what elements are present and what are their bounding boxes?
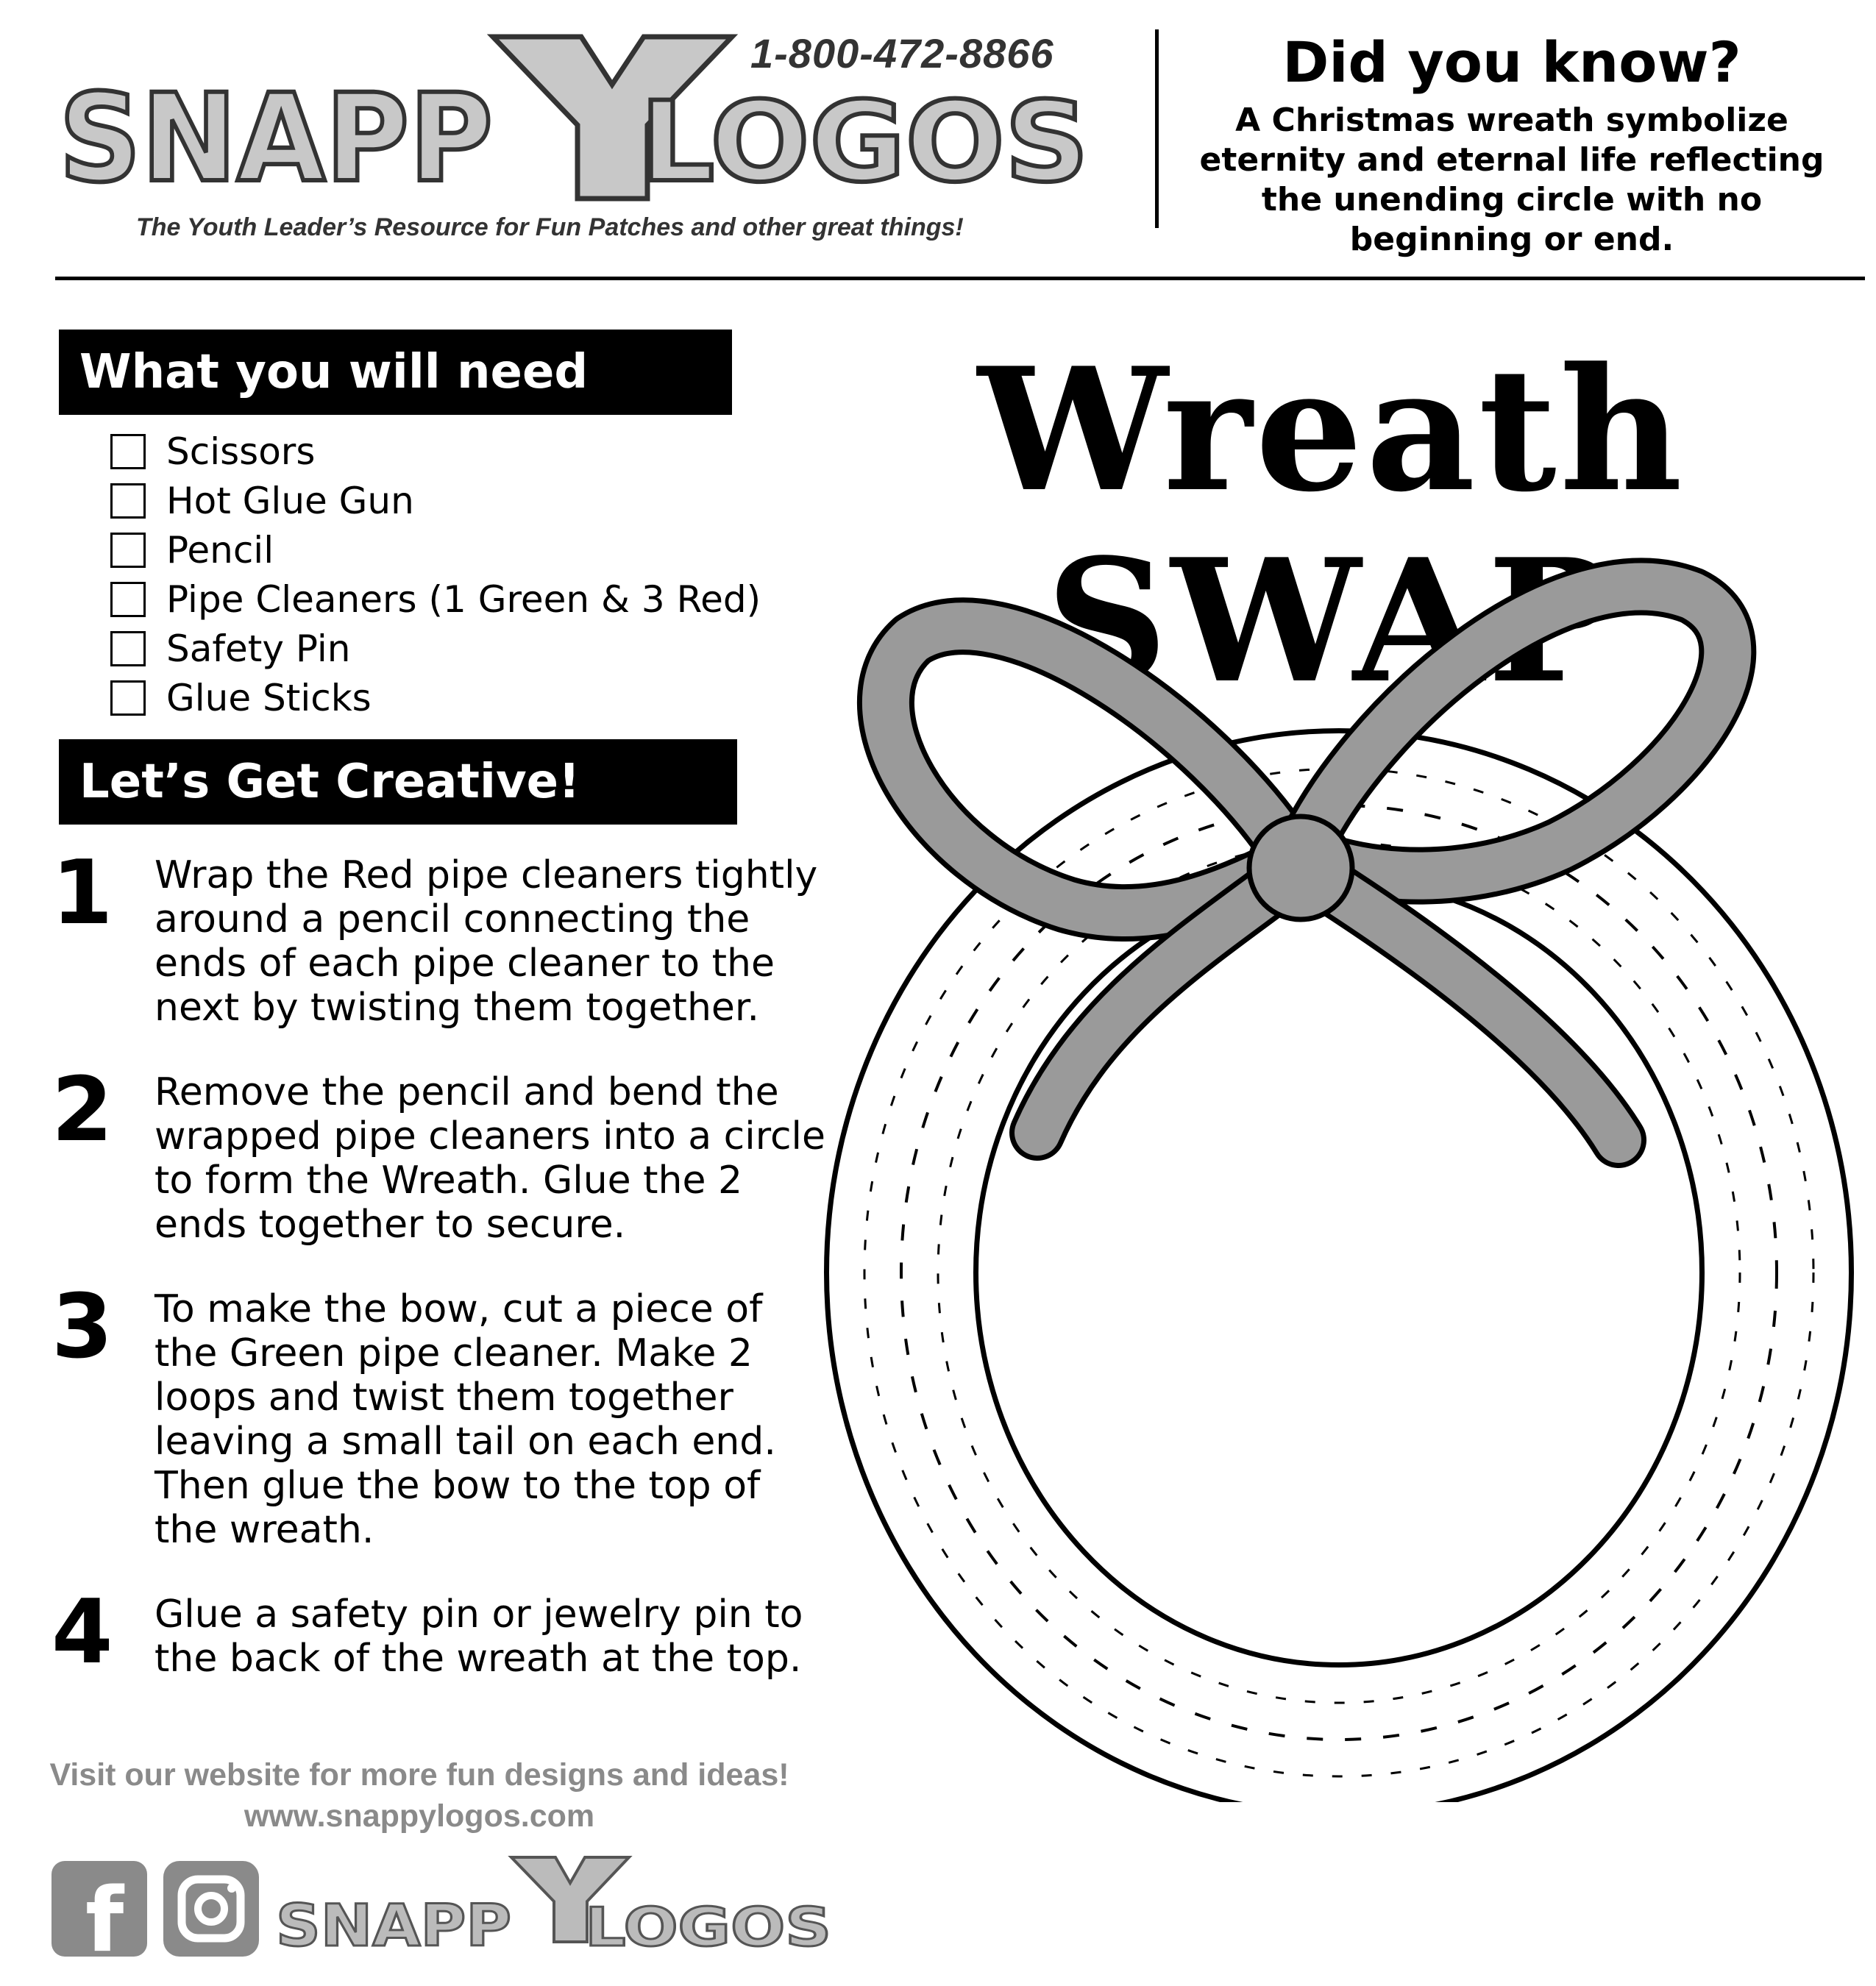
did-you-know-title: Did you know? bbox=[1282, 29, 1741, 95]
logo-text-right: LOGOS bbox=[640, 79, 1089, 207]
footer-logo-right: LOGOS bbox=[585, 1896, 831, 1958]
supplies-checklist bbox=[110, 427, 761, 722]
step-text: Wrap the Red pipe cleaners tightly around a pencil connecting the ends of each pipe cleaner to the next by twisting them together. bbox=[154, 853, 818, 1030]
supply-label: Pencil bbox=[166, 528, 274, 572]
step-2 bbox=[51, 1059, 831, 1247]
supply-label: Glue Sticks bbox=[166, 676, 372, 719]
bow-knot bbox=[1249, 816, 1352, 919]
supply-label: Safety Pin bbox=[166, 627, 351, 670]
needs-header: What you will need bbox=[59, 330, 732, 415]
list-item bbox=[110, 476, 761, 525]
checkbox[interactable] bbox=[110, 680, 146, 716]
visit-text: Visit our website for more fun designs and ideas! bbox=[49, 1757, 789, 1793]
instagram-icon[interactable] bbox=[163, 1861, 259, 1957]
social-footer bbox=[51, 1854, 846, 1964]
checkbox[interactable] bbox=[110, 582, 146, 617]
step-text: To make the bow, cut a piece of the Green pipe cleaner. Make 2 loops and twist them together leaving a small tail on each end. Then glue the bow to the top of the wreath. bbox=[154, 1287, 776, 1552]
footer-logo-left: SNAPP bbox=[276, 1893, 511, 1960]
step-1 bbox=[51, 842, 831, 1030]
checkbox[interactable] bbox=[110, 434, 146, 469]
page-title: Wreath SWAP bbox=[978, 331, 1685, 721]
list-item bbox=[110, 673, 761, 722]
tagline: The Youth Leader’s Resource for Fun Patches and other great things! bbox=[136, 213, 964, 241]
did-you-know bbox=[1177, 29, 1847, 260]
footer-logo bbox=[276, 1857, 831, 1960]
header-rule bbox=[55, 277, 1865, 280]
checkbox[interactable] bbox=[110, 631, 146, 666]
checkbox[interactable] bbox=[110, 483, 146, 519]
header-divider bbox=[1155, 29, 1159, 228]
step-number: 1 bbox=[51, 842, 113, 944]
facebook-glyph: f bbox=[85, 1870, 124, 1964]
step-number: 2 bbox=[51, 1059, 113, 1161]
website-link[interactable]: www.snappylogos.com bbox=[244, 1798, 595, 1834]
visit-website bbox=[44, 1754, 795, 1837]
step-number: 4 bbox=[51, 1581, 113, 1684]
list-item bbox=[110, 574, 761, 624]
supply-label: Pipe Cleaners (1 Green & 3 Red) bbox=[166, 577, 761, 621]
logo-text-left: SNAPP bbox=[59, 68, 493, 209]
did-you-know-line: beginning or end. bbox=[1349, 221, 1674, 258]
list-item bbox=[110, 525, 761, 574]
supply-label: Scissors bbox=[166, 430, 316, 473]
step-4 bbox=[51, 1581, 831, 1684]
step-text: Remove the pencil and bend the wrapped pipe cleaners into a circle to form the Wreath. Glue the 2 ends together to secure. bbox=[154, 1070, 825, 1247]
checkbox[interactable] bbox=[110, 533, 146, 568]
create-header: Let’s Get Creative! bbox=[59, 739, 737, 825]
step-text: Glue a safety pin or jewelry pin to the back of the wreath at the top. bbox=[154, 1592, 803, 1681]
list-item bbox=[110, 624, 761, 673]
list-item bbox=[110, 427, 761, 476]
wreath-illustration bbox=[824, 537, 1854, 1802]
step-number: 3 bbox=[51, 1276, 113, 1378]
did-you-know-line: eternity and eternal life reflecting bbox=[1199, 141, 1825, 179]
step-3 bbox=[51, 1276, 831, 1552]
supply-label: Hot Glue Gun bbox=[166, 479, 414, 522]
did-you-know-text bbox=[1177, 101, 1847, 260]
did-you-know-line: A Christmas wreath symbolize bbox=[1235, 102, 1788, 139]
facebook-icon[interactable] bbox=[51, 1861, 147, 1964]
phone-number: 1-800-472-8866 bbox=[750, 30, 1054, 76]
did-you-know-line: the unending circle with no bbox=[1261, 181, 1763, 218]
